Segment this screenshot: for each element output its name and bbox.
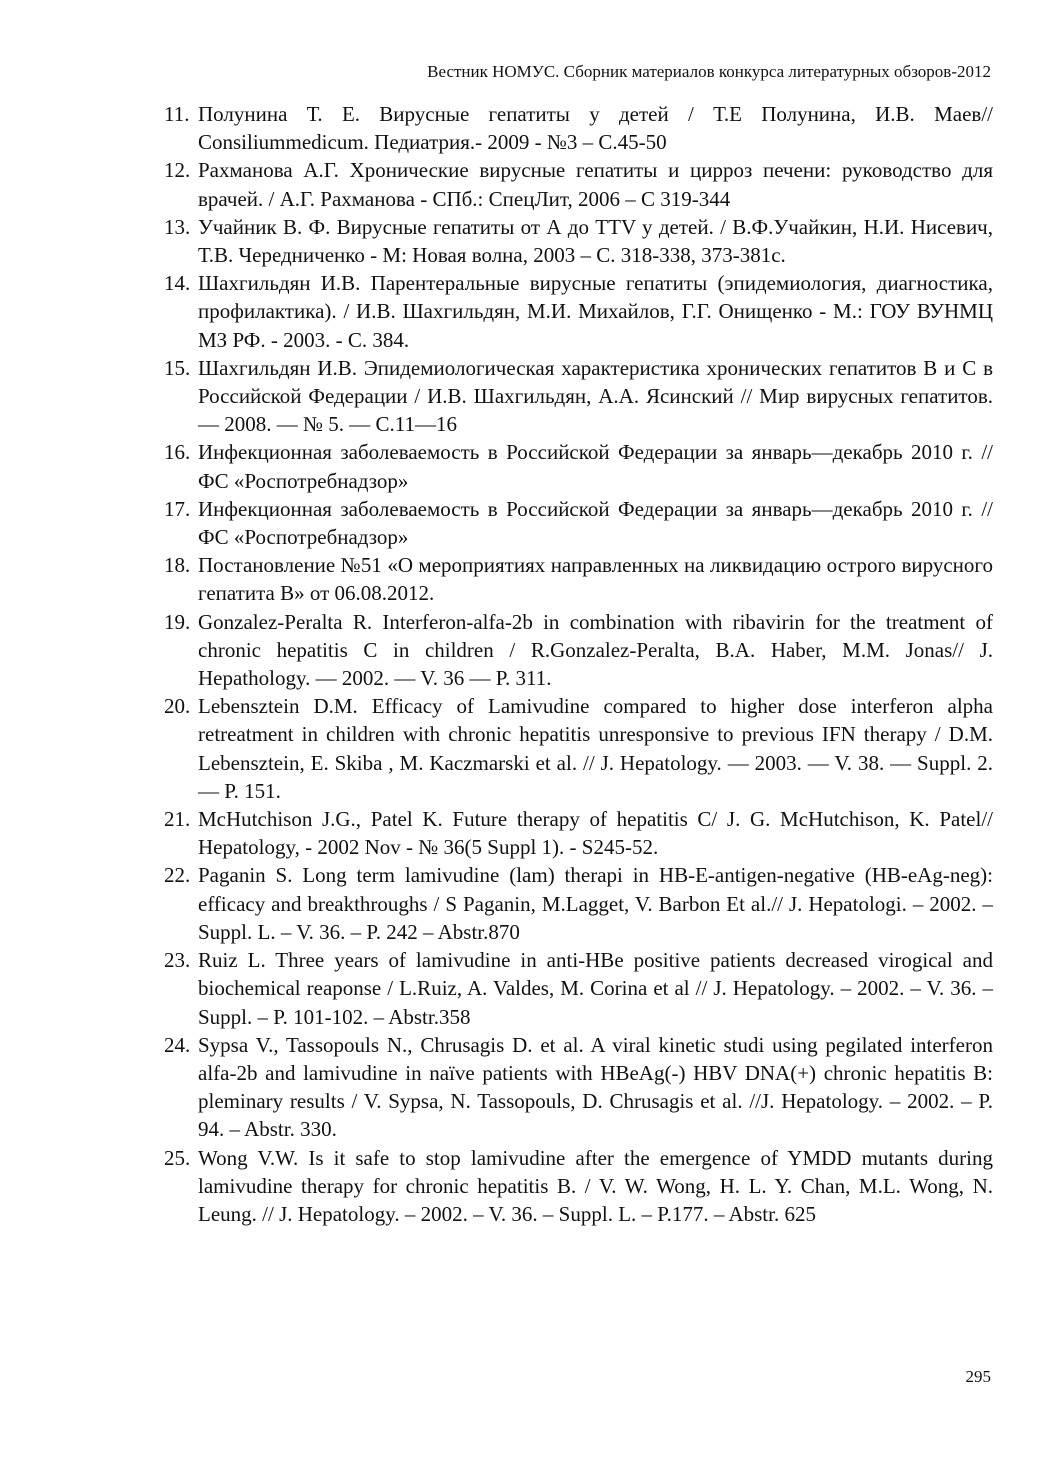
- reference-number: 25.: [164, 1145, 191, 1170]
- reference-text: Инфекционная заболеваемость в Российской Федерации за январь—декабрь 2010 г. // ФС «Роспотребнадзор»: [198, 440, 993, 493]
- reference-item: [164, 354, 993, 439]
- reference-number: 14.: [164, 271, 191, 296]
- reference-text: Sypsa V., Tassopouls N., Chrusagis D. et al. A viral kinetic studi using pegilated interferon alfa-2b and lamivudine in naïve patients with HBeAg(-) HBV DNA(+) chronic hepatitis B: pleminary results / V. Sypsa, N. Tassopouls, D. Chrusagis et al. //J. Hepatology. – 2002. – P. 94. – Abstr. 330.: [198, 1032, 993, 1142]
- reference-text: Постановление №51 «О мероприятиях направленных на ликвидацию острого вирусного гепатита В» от 06.08.2012.: [198, 553, 993, 606]
- reference-number: 20.: [164, 694, 191, 719]
- reference-text: Paganin S. Long term lamivudine (lam) therapi in HB-E-antigen-negative (HB-eAg-neg): efficacy and breakthroughs / S Paganin, M.Lagget, V. Barbon Et al.// J. Hepatologi. – 2002. – Suppl. L. – V. 36. – P. 242 – Abstr.870: [198, 863, 993, 944]
- reference-number: 19.: [164, 609, 191, 634]
- reference-text: Gonzalez-Peralta R. Interferon-alfa-2b in combination with ribavirin for the treatment of chronic hepatitis C in children / R.Gonzalez-Peralta, B.A. Haber, M.M. Jonas// J. Hepathology. — 2002. — V. 36 — P. 311.: [198, 609, 993, 691]
- reference-item: [164, 1144, 993, 1229]
- reference-text: Шахгильдян И.В. Парентеральные вирусные гепатиты (эпидемиология, диагностика, профилактика). / И.В. Шахгильдян, М.И. Михайлов, Г.Г. Онищенко - М.: ГОУ ВУНМЦ МЗ РФ. - 2003. - С. 384.: [198, 271, 993, 352]
- reference-number: 21.: [164, 807, 191, 832]
- reference-item: [164, 861, 993, 946]
- reference-item: [164, 805, 993, 861]
- reference-list: [164, 100, 993, 1228]
- reference-item: [164, 100, 993, 156]
- reference-text: Полунина Т. Е. Вирусные гепатиты у детей / Т.Е Полунина, И.В. Маев// Consiliummedicum. Педиатрия.- 2009 - №3 – С.45-50: [198, 102, 993, 155]
- reference-number: 17.: [164, 496, 191, 521]
- reference-number: 11.: [164, 102, 190, 126]
- reference-text: Рахманова А.Г. Хронические вирусные гепатиты и цирроз печени: руководство для врачей. / А.Г. Рахманова - СПб.: СпецЛит, 2006 – С 319-344: [198, 158, 993, 211]
- reference-text: Учайник В. Ф. Вирусные гепатиты от А до TTV у детей. / В.Ф.Учайкин, Н.И. Нисевич, Т.В. Чередниченко - М: Новая волна, 2003 – С. 318-338, 373-381с.: [198, 214, 993, 268]
- reference-number: 24.: [164, 1032, 191, 1057]
- reference-text: Шахгильдян И.В. Эпидемиологическая характеристика хронических гепатитов В и С в Российской Федерации / И.В. Шахгильдян, А.А. Ясинский // Мир вирусных гепатитов. — 2008. — № 5. — С.11—16: [198, 355, 993, 437]
- reference-text: Ruiz L. Three years of lamivudine in anti-HBe positive patients decreased virogical and biochemical reaponse / L.Ruiz, A. Valdes, M. Corina et al // J. Hepatology. – 2002. – V. 36. – Suppl. – P. 101-102. – Abstr.358: [198, 948, 993, 1029]
- reference-number: 18.: [164, 553, 191, 578]
- reference-text: Wong V.W. Is it safe to stop lamivudine after the emergence of YMDD mutants during lamivudine therapy for chronic hepatitis B. / V. W. Wong, H. L. Y. Chan, M.L. Wong, N. Leung. // J. Hepatology. – 2002. – V. 36. – Suppl. L. – P.177. – Abstr. 625: [198, 1145, 993, 1226]
- reference-number: 13.: [164, 214, 191, 239]
- running-header: Вестник НОМУС. Сборник материалов конкурса литературных обзоров-2012: [427, 62, 991, 81]
- reference-number: 12.: [164, 158, 191, 183]
- reference-number: 16.: [164, 440, 191, 465]
- reference-number: 23.: [164, 948, 191, 973]
- reference-text: Инфекционная заболеваемость в Российской Федерации за январь—декабрь 2010 г. // ФС «Роспотребнадзор»: [198, 496, 993, 550]
- reference-item: [164, 946, 993, 1031]
- reference-item: [164, 269, 993, 354]
- reference-item: [164, 1031, 993, 1144]
- reference-text: McHutchison J.G., Patel K. Future therapy of hepatitis C/ J. G. McHutchison, K. Patel// Hepatology, - 2002 Nov - № 36(5 Suppl 1). - S245-52.: [198, 807, 993, 860]
- reference-number: 15.: [164, 355, 191, 380]
- reference-item: [164, 551, 993, 607]
- reference-item: [164, 495, 993, 551]
- page-number: 295: [965, 1367, 991, 1386]
- reference-item: [164, 213, 993, 269]
- reference-item: [164, 608, 993, 693]
- reference-item: [164, 692, 993, 805]
- reference-item: [164, 438, 993, 494]
- reference-text: Lebensztein D.M. Efficacy of Lamivudine compared to higher dose interferon alpha retreatment in children with chronic hepatitis unresponsive to previous IFN therapy / D.M. Lebensztein, E. Skiba , M. Kaczmarski et al. // J. Hepatology. — 2003. — V. 38. — Suppl. 2. — P. 151.: [198, 694, 993, 803]
- reference-item: [164, 156, 993, 212]
- reference-number: 22.: [164, 863, 191, 888]
